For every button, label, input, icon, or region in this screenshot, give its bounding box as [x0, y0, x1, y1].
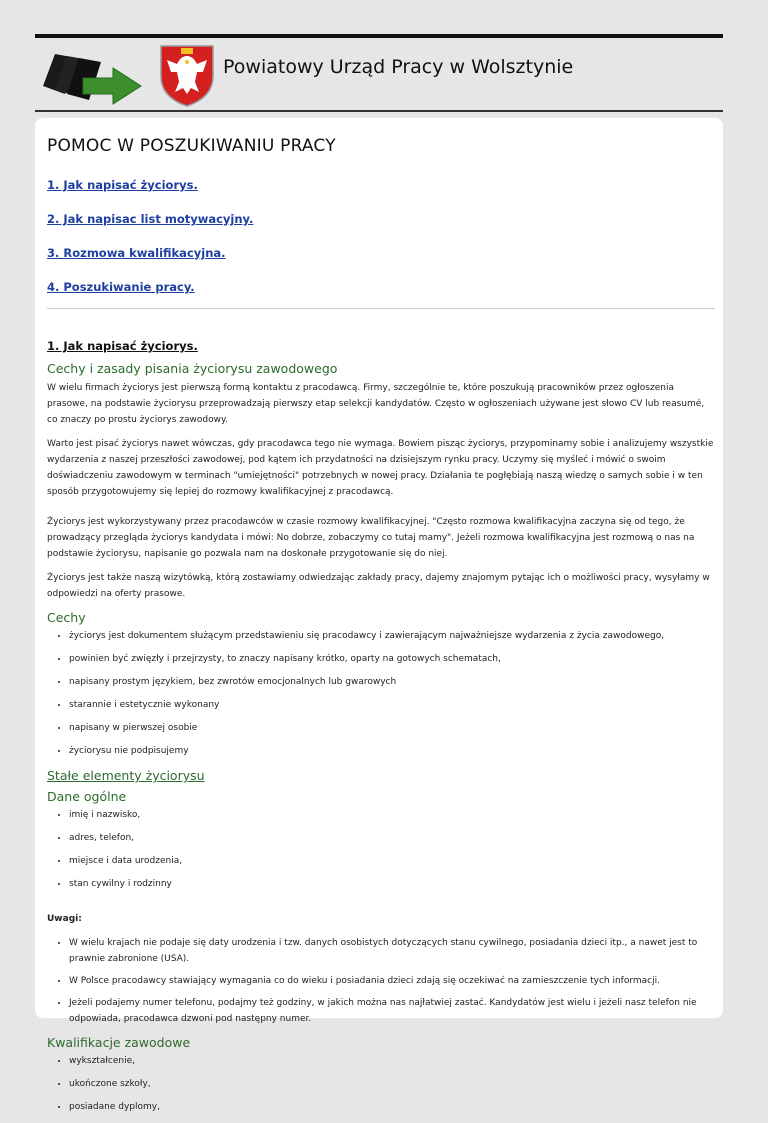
table-of-contents [47, 178, 715, 294]
general-data-list [47, 808, 715, 891]
qualifications-list [47, 1054, 715, 1114]
list-item: • W wielu krajach nie podaje się daty urodzenia i tzw. danych osobistych dotyczących stanu cywilnego, posiadania dzieci itp., a nawet jest to prawnie zabronione (USA). [69, 935, 715, 967]
features-list [47, 629, 715, 758]
coat-of-arms-icon [157, 42, 217, 108]
list-item: • napisany w pierwszej osobie [69, 721, 715, 735]
toc-link-job-search[interactable]: 4. Poszukiwanie pracy. [47, 280, 195, 294]
notes-list [47, 935, 715, 1027]
section-subtitle: Cechy i zasady pisania życiorysu zawodowego [47, 361, 338, 376]
section-anchor-cv[interactable]: 1. Jak napisać życiorys. [47, 339, 198, 353]
paragraph: Życiorys jest wykorzystywany przez pracodawców w czasie rozmowy kwalifikacyjnej. "Często rozmowa kwalifikacyjna zaczyna się od tego, że prowadzący przegląda życiorys kandydata i mówi: No dobrze, zobaczymy co tutaj mamy". Jeżeli rozmowa kwalifikacyjna jest rozmową o nas na podstawie życiorysu, napisanie go pozwala nam na doskonałe przygotowanie się do niej. [47, 517, 695, 559]
page-title: POMOC W POSZUKIWANIU PRACY [47, 136, 336, 156]
main-panel [35, 118, 723, 1112]
list-item: • życiorysu nie podpisujemy [69, 744, 715, 758]
divider [47, 308, 715, 309]
main-content [47, 136, 715, 1123]
fixed-elements-heading[interactable]: Stałe elementy życiorysu [47, 768, 205, 783]
list-item: • życiorys jest dokumentem służącym przedstawieniu się pracodawcy i zawierającym najważniejsze wydarzenia z życia zawodowego, [69, 629, 715, 643]
features-heading: Cechy [47, 610, 86, 625]
list-item: • posiadane dyplomy, [69, 1100, 715, 1114]
toc-link-interview[interactable]: 3. Rozmowa kwalifikacyjna. [47, 246, 226, 260]
paragraph: Życiorys jest także naszą wizytówką, którą zostawiamy odwiedzając zakłady pracy, dajemy znajomym pytając ich o możliwości pracy, wysyłamy w odpowiedzi na oferty prasowe. [47, 573, 710, 599]
site-title: Powiatowy Urząd Pracy w Wolsztynie [223, 56, 574, 78]
header-divider [35, 110, 723, 112]
list-item: • W Polsce pracodawcy stawiający wymagania co do wieku i posiadania dzieci zdają się oczekiwać na zamieszczenie tych informacji. [69, 973, 715, 989]
office-logo-icon[interactable] [37, 44, 149, 106]
notes-label: Uwagi: [47, 914, 82, 924]
list-item: • napisany prostym językiem, bez zwrotów emocjonalnych lub gwarowych [69, 675, 715, 689]
list-item: • Jeżeli podajemy numer telefonu, podajmy też godziny, w jakich można nas najłatwiej zastać. Kandydatów jest wielu i jeżeli nasz telefon nie odpowiada, pracodawca dzwoni pod następny numer. [69, 995, 715, 1027]
general-data-heading: Dane ogólne [47, 789, 127, 804]
paragraph: W wielu firmach życiorys jest pierwszą formą kontaktu z pracodawcą. Firmy, szczególnie te, które poszukują pracowników przez ogłoszenia prasowe, na podstawie życiorysu przeprowadzają pierwszy etap selekcji kandydatów. Często w ogłoszeniach używane jest słowo CV lub reasumé, co znaczy po prostu życiorys zawodowy. [47, 383, 705, 425]
qualifications-heading: Kwalifikacje zawodowe [47, 1035, 191, 1050]
paragraph: Warto jest pisać życiorys nawet wówczas, gdy pracodawca tego nie wymaga. Bowiem pisząc życiorys, przypominamy sobie i analizujemy wszystkie wydarzenia z naszej przeszłości zawodowej, pod kątem ich przydatności na dzisiejszym rynku pracy. Uczymy się myśleć i mówić o swoim doświadczeniu zawodowym w terminach "umiejętności" potrzebnych w nowej pracy. Działania te pogłębiają naszą wiedzę o samych sobie i w ten sposób przygotowujemy się lepiej do rozmowy kwalifikacyjnej z pracodawcą. [47, 439, 714, 497]
toc-link-cover-letter[interactable]: 2. Jak napisac list motywacyjny. [47, 212, 254, 226]
list-item: • miejsce i data urodzenia, [69, 854, 715, 868]
list-item: • ukończone szkoły, [69, 1077, 715, 1091]
list-item: • imię i nazwisko, [69, 808, 715, 822]
list-item: • stan cywilny i rodzinny [69, 877, 715, 891]
list-item: • wykształcenie, [69, 1054, 715, 1068]
site-header [35, 38, 723, 110]
toc-link-cv[interactable]: 1. Jak napisać życiorys. [47, 178, 198, 192]
list-item: • powinien być zwięzły i przejrzysty, to znaczy napisany krótko, oparty na gotowych schematach, [69, 652, 715, 666]
list-item: • adres, telefon, [69, 831, 715, 845]
list-item: • starannie i estetycznie wykonany [69, 698, 715, 712]
